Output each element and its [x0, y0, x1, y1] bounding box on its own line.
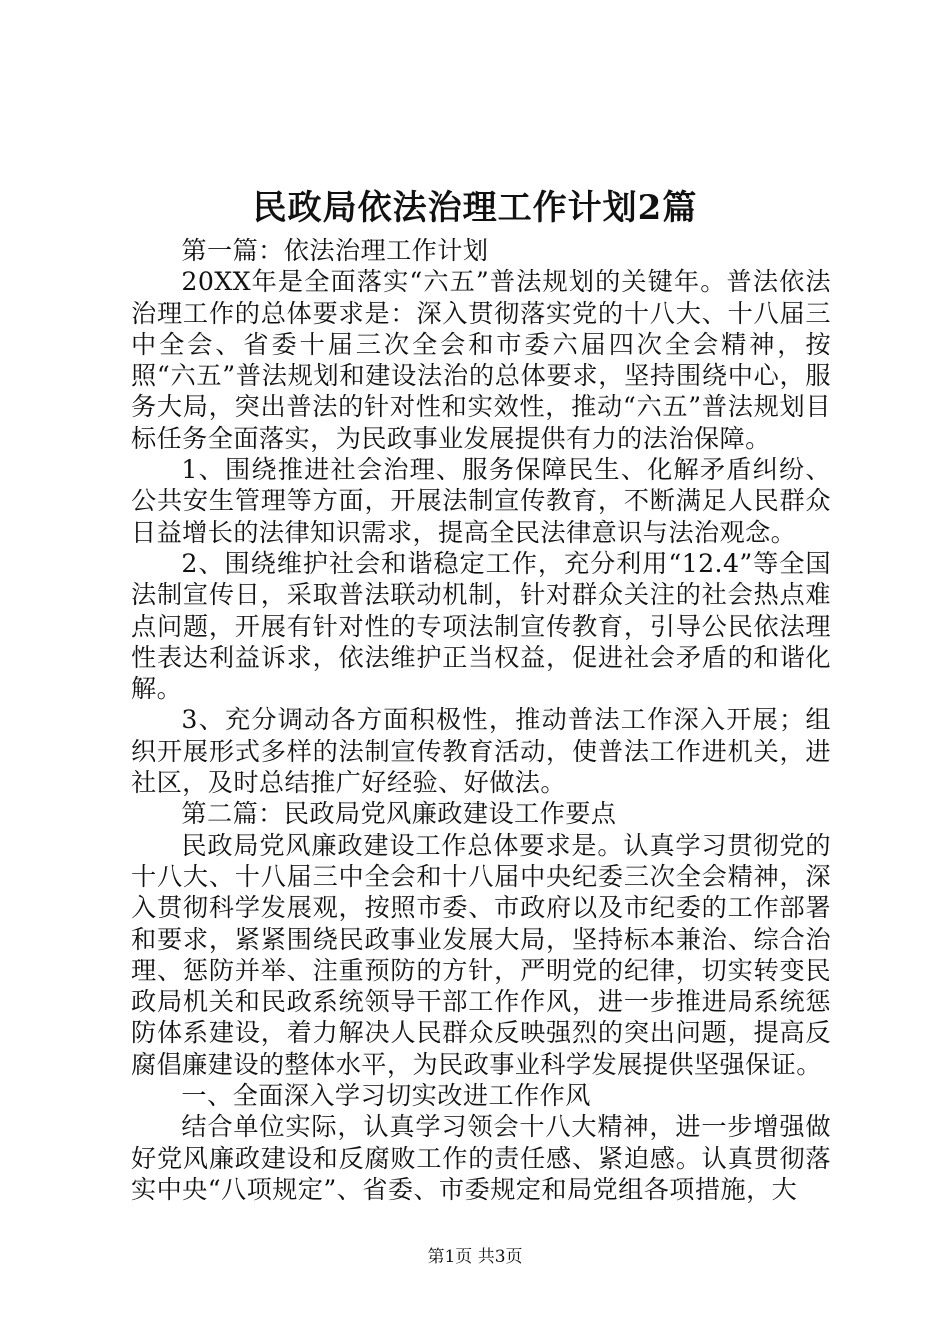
section-heading-1: 第一篇：依法治理工作计划 [181, 236, 489, 265]
paragraph: 20XX年是全面落实“六五”普法规划的关键年。普法依法治理工作的总体要求是：深入贯彻落实党的十八大、十八届三中全会、省委十届三次全会和市委六届四次全会精神，按照“六五”普法规划和建设法治的总体要求，坚持围绕中心，服务大局，突出普法的针对性和实效性，推动“六五”普法规划目标任务全面落实，为民政事业发展提供有力的法治保障。 [131, 267, 831, 453]
document-body [131, 235, 831, 1205]
paragraph: 1、围绕推进社会治理、服务保障民生、化解矛盾纠纷、公共安生管理等方面，开展法制宣传教育，不断满足人民群众日益增长的法律知识需求，提高全民法律意识与法治观念。 [131, 455, 831, 547]
paragraph: 结合单位实际，认真学习领会十八大精神，进一步增强做好党风廉政建设和反腐败工作的责任感、紧迫感。认真贯彻落实中央“八项规定”、省委、市委规定和局党组各项措施，大 [131, 1112, 831, 1204]
paragraph: 3、充分调动各方面积极性，推动普法工作深入开展；组织开展形式多样的法制宣传教育活动，使普法工作进机关，进社区，及时总结推广好经验、好做法。 [131, 705, 831, 798]
document-title: 民政局依法治理工作计划2篇 [252, 188, 698, 228]
page-footer: 第1页 共3页 [427, 1247, 523, 1267]
paragraph: 2、围绕维护社会和谐稳定工作，充分利用“12.4”等全国法制宣传日，采取普法联动机制，针对群众关注的社会热点难点问题，开展有针对性的专项法制宣传教育，引导公民依法理性表达利益诉求，依法维护正当权益，促进社会矛盾的和谐化解。 [131, 548, 831, 704]
paragraph: 民政局党风廉政建设工作总体要求是。认真学习贯彻党的十八大、十八届三中全会和十八届中央纪委三次全会精神，深入贯彻科学发展观，按照市委、市政府以及市纪委的工作部署和要求，紧紧围绕民政事业发展大局，坚持标本兼治、综合治理、惩防并举、注重预防的方针，严明党的纪律，切实转变民政局机关和民政系统领导干部工作作风，进一步推进局系统惩防体系建设，着力解决人民群众反映强烈的突出问题，提高反腐倡廉建设的整体水平，为民政事业科学发展提供坚强保证。 [131, 830, 831, 1079]
subsection-heading: 一、全面深入学习切实改进工作作风 [181, 1081, 591, 1111]
section-heading-2: 第二篇：民政局党风廉政建设工作要点 [181, 799, 617, 829]
